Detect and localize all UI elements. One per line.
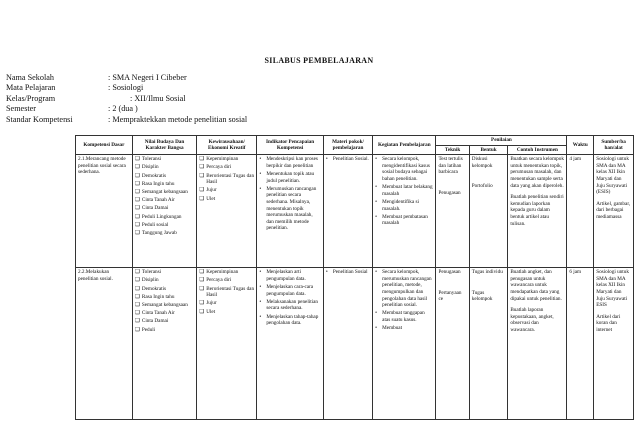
kewira-item (199, 164, 254, 171)
contoh-text: Buatlah laporan kepustakaan, angket, observasi dan wawancara. (510, 307, 554, 333)
nilai-item-text: Semangat kebangsaan (141, 301, 188, 308)
bullet-dot-icon: • (375, 269, 378, 276)
cell-kegiatan (373, 155, 436, 268)
cell-kewirausahaan (197, 155, 257, 268)
nilai-item-text: Demokratis (141, 285, 167, 292)
nilai-item (135, 189, 194, 196)
nilai-item (135, 156, 194, 163)
nilai-item (135, 164, 194, 171)
kd-text: 2.1.Merancang metode penelitian sosial secara sederhana. (78, 156, 126, 176)
kewira-item-text: Berorientasi Tugas dan Hasil (206, 285, 255, 299)
cell-kd (76, 268, 133, 420)
nilai-item-text: Rasa Ingin tahu (141, 293, 175, 300)
cell-bentuk (469, 155, 508, 268)
bentuk-text: Diskusi kelompok (471, 156, 493, 169)
bullet-dot-icon: • (259, 156, 262, 163)
nilai-item-text: Peduli Lingkungan (141, 213, 182, 220)
checkbox-bullet-icon: ❏ (134, 293, 140, 300)
checkbox-bullet-icon: ❏ (199, 195, 205, 202)
cell-waktu (567, 155, 594, 268)
materi-item-text: Penelitian Sosial. (332, 156, 369, 163)
cell-sumber (594, 268, 634, 420)
meta-row (6, 73, 247, 83)
materi-item (326, 269, 370, 276)
kd-text: 2.2.Melakukan penelitian sosial. (78, 269, 113, 282)
sumber-text: Artikel dari koran dan internet (596, 313, 621, 333)
header-kegiatan: Kegiatan Pembelajaran (373, 136, 436, 155)
kegiatan-item (375, 199, 433, 212)
kewira-item (199, 187, 254, 194)
cell-sumber (594, 155, 634, 268)
kewira-item-text: Ulet (206, 308, 216, 315)
bullet-dot-icon: • (259, 313, 262, 320)
table-header-row (76, 136, 634, 146)
nilai-item (135, 214, 194, 221)
indikator-item (259, 269, 321, 282)
indikator-item (259, 299, 321, 312)
kewira-item-text: Jujur (206, 300, 217, 307)
checkbox-bullet-icon: ❏ (134, 205, 140, 212)
bullet-dot-icon: • (259, 185, 262, 192)
checkbox-bullet-icon: ❏ (134, 229, 140, 236)
bentuk-text: Tugas individu (471, 269, 503, 276)
bullet-dot-icon: • (375, 310, 378, 317)
meta-row (6, 104, 247, 114)
checkbox-bullet-icon: ❏ (199, 300, 205, 307)
kegiatan-item-text: Mengidentifika si masalah. (382, 198, 419, 212)
kegiatan-item (375, 214, 433, 227)
header-waktu: Waktu (567, 136, 594, 155)
nilai-item-text: Toleransi (141, 269, 162, 276)
bullet-dot-icon: • (375, 198, 378, 205)
bullet-dot-icon: • (259, 269, 262, 276)
checkbox-bullet-icon: ❏ (199, 277, 205, 284)
kewira-item (199, 196, 254, 203)
meta-key: Mata Pelajaran (6, 83, 56, 93)
cell-kewirausahaan (197, 268, 257, 420)
kegiatan-item (375, 269, 433, 309)
kewira-item (199, 286, 254, 299)
nilai-item-text: Rasa Ingin tahu (141, 180, 175, 187)
cell-teknik (436, 155, 469, 268)
cell-indikator (257, 155, 324, 268)
nilai-item-text: Demokratis (141, 172, 167, 179)
checkbox-bullet-icon: ❏ (134, 221, 140, 228)
cell-contoh (508, 268, 567, 420)
bullet-dot-icon: • (375, 184, 378, 191)
nilai-item (135, 230, 194, 237)
checkbox-bullet-icon: ❏ (134, 277, 140, 284)
checkbox-bullet-icon: ❏ (199, 308, 205, 315)
cell-kd (76, 155, 133, 268)
nilai-item (135, 222, 194, 229)
header-materi: Materi pokok/ pembelajaran (323, 136, 372, 155)
bullet-dot-icon: • (259, 298, 262, 305)
kegiatan-item-text: Membuat latar belakang masalah (382, 184, 433, 197)
kewira-item-text: Berorientasi Tugas dan Hasil (206, 172, 255, 186)
kewira-item (199, 156, 254, 163)
nilai-item-text: Tanggung Jawab (141, 229, 177, 236)
contoh-text: Buatlah penelitian sendiri kemudian laporkan kepada guru dalam bentuk artikel atau tulisan. (510, 194, 564, 227)
sumber-text: Sosiologi untuk SMA dan MA kelas XII Ikin Maryati dan Juju Suryawati ESIS (596, 269, 629, 309)
kewira-item-text: Percaya diri (206, 164, 232, 171)
meta-key: Nama Sekolah (6, 73, 54, 82)
nilai-item-text: Peduli sosial (141, 221, 169, 228)
cell-teknik (436, 268, 469, 420)
checkbox-bullet-icon: ❏ (134, 180, 140, 187)
nilai-item (135, 277, 194, 284)
kewira-item (199, 300, 254, 307)
kegiatan-item (375, 184, 433, 197)
nilai-item (135, 269, 194, 276)
nilai-item (135, 310, 194, 317)
indikator-item (259, 186, 321, 232)
meta-value: : Mempraktekkan metode penelitian sosial (108, 114, 248, 124)
kewira-item-text: Kepemimpinan (206, 156, 239, 163)
checkbox-bullet-icon: ❏ (134, 318, 140, 325)
contoh-text: Buatkan secara kelompok untuk menentukan topik, perumusan masalah, dan menentukan sample serta data yang akan diperoleh. (510, 156, 564, 189)
header-bentuk: Bentuk (469, 145, 508, 155)
kegiatan-item-text: Membuat pembatasan masalah (382, 213, 428, 227)
nilai-item-text: Peduli (141, 326, 156, 333)
checkbox-bullet-icon: ❏ (199, 285, 205, 292)
indikator-item-text: Merumuskan rancangan penelitian secara sederhana. Misalnya, menentukan topik merumuskan masalah, dan memilih metode penelitian. (266, 185, 317, 232)
meta-value: : 2 (dua ) (108, 104, 138, 114)
nilai-item-text: Cinta Damai (141, 205, 169, 212)
meta-key: Standar Kompetensi (6, 114, 73, 124)
bullet-dot-icon: • (375, 156, 378, 163)
nilai-item-text: Semangat kebangsaan (141, 188, 188, 195)
checkbox-bullet-icon: ❏ (134, 213, 140, 220)
meta-key: Semester (6, 104, 37, 114)
nilai-item-text: Cinta Tanah Air (141, 310, 175, 317)
checkbox-bullet-icon: ❏ (134, 269, 140, 276)
header-kewirausahaan: Kewirausahaan/ Ekonomi Kreatif (197, 136, 257, 155)
checkbox-bullet-icon: ❏ (199, 164, 205, 171)
cell-materi (323, 155, 372, 268)
kegiatan-item-text: Membuat (382, 325, 403, 332)
nilai-item (135, 318, 194, 325)
header-contoh: Contoh Instrumen (508, 145, 567, 155)
bullet-dot-icon: • (325, 269, 328, 276)
page-title: SILABUS PEMBELAJARAN (264, 56, 374, 65)
kegiatan-item (375, 325, 433, 332)
nilai-item (135, 205, 194, 212)
kegiatan-item-text: Secara kelompok, merumuskan rancangan penelitian, metode, mengumpulkan dan pengolahan data hasil penelitian sosial. (382, 269, 432, 309)
bentuk-text: Portofolio (471, 183, 493, 190)
kewira-item-text: Percaya diri (206, 277, 232, 284)
meta-row (6, 115, 247, 125)
teknik-text: Test tertulis dan latihan barbicara (438, 156, 463, 176)
meta-value: : XII/Ilmu Sosial (130, 93, 186, 103)
cell-contoh (508, 155, 567, 268)
bullet-dot-icon: • (259, 283, 262, 290)
cell-materi (323, 268, 372, 420)
header-indikator: Indikator Pencapaian Kompetensi (257, 136, 324, 155)
checkbox-bullet-icon: ❏ (134, 188, 140, 195)
checkbox-bullet-icon: ❏ (199, 187, 205, 194)
bullet-dot-icon: • (259, 170, 262, 177)
nilai-item (135, 294, 194, 301)
cell-kegiatan (373, 268, 436, 420)
nilai-item-text: Cinta Damai (141, 318, 169, 325)
nilai-item (135, 173, 194, 180)
checkbox-bullet-icon: ❏ (134, 301, 140, 308)
indikator-item-text: Menjelaskan cara-cara pengumpulan data. (266, 283, 314, 297)
meta-row (6, 94, 247, 104)
indikator-item (259, 171, 321, 184)
indikator-item-text: Mendeskripsi kan proses berpikir dan penelitian (266, 156, 318, 169)
syllabus-table (75, 135, 634, 420)
cell-nilai (132, 155, 196, 268)
cell-waktu (567, 268, 594, 420)
kegiatan-item-text: Secara kelompok, mengidentifikasi kasus sosial budaya sebagai bahan penelitian. (382, 156, 430, 182)
header-sumber: Sumber/ba han/alat (594, 136, 634, 155)
nilai-item (135, 327, 194, 334)
nilai-item (135, 181, 194, 188)
meta-key: Kelas/Program (6, 93, 56, 103)
header-nilai: Nilai Budaya Dan Karakter Bangsa (132, 136, 196, 155)
indikator-item (259, 156, 321, 169)
nilai-item-text: Cinta Tanah Air (141, 197, 175, 204)
checkbox-bullet-icon: ❏ (134, 285, 140, 292)
header-penilaian: Penilaian (436, 136, 567, 146)
header-kd: Kompetensi Dasar (76, 136, 133, 155)
sumber-text: Artikel, gambar, dari berbagai mediamassa (596, 200, 631, 220)
nilai-item (135, 286, 194, 293)
teknik-text: Pertanyaan ce (438, 289, 462, 303)
indikator-item-text: Menentukan topik atau judul penelitian. (266, 170, 315, 184)
bullet-dot-icon: • (375, 325, 378, 332)
kewira-item (199, 173, 254, 186)
cell-bentuk (469, 268, 508, 420)
bullet-dot-icon: • (375, 213, 378, 220)
kewira-item (199, 309, 254, 316)
kewira-item (199, 269, 254, 276)
kegiatan-item (375, 156, 433, 182)
indikator-item-text: Melaksanakan penelitian secara sederhana. (266, 298, 319, 312)
indikator-item (259, 314, 321, 327)
indikator-item (259, 284, 321, 297)
indikator-item-text: Menjelaskan tahap-tahap pengolahan data. (266, 313, 319, 327)
bentuk-text: Tugas kelompok (471, 289, 493, 303)
kegiatan-item-text: Membuat tanggapan atas suatu kasus. (382, 310, 425, 323)
checkbox-bullet-icon: ❏ (134, 197, 140, 204)
checkbox-bullet-icon: ❏ (199, 172, 205, 179)
cell-nilai (132, 268, 196, 420)
checkbox-bullet-icon: ❏ (134, 164, 140, 171)
indikator-item-text: Menjelaskan arti pengumpulan data. (266, 269, 306, 282)
sumber-text: Sosiologi untuk SMA dan MA kelas XII Ikin Maryati dan Juju Suryawati (ESIS) (596, 156, 629, 196)
nilai-item (135, 197, 194, 204)
waktu-text: 4 jam (569, 156, 582, 163)
kewira-item-text: Jujur (206, 187, 217, 194)
meta-row (6, 83, 247, 93)
kegiatan-item (375, 310, 433, 323)
kewira-item-text: Kepemimpinan (206, 269, 239, 276)
nilai-item (135, 302, 194, 309)
materi-item-text: Penelitian Sosial (332, 269, 368, 276)
checkbox-bullet-icon: ❏ (134, 310, 140, 317)
nilai-item-text: Disiplin (141, 164, 159, 171)
materi-item (326, 156, 370, 163)
checkbox-bullet-icon: ❏ (134, 172, 140, 179)
header-teknik: Teknik (436, 145, 469, 155)
checkbox-bullet-icon: ❏ (199, 156, 205, 163)
kewira-item-text: Ulet (206, 195, 216, 202)
table-row (76, 155, 634, 268)
checkbox-bullet-icon: ❏ (134, 156, 140, 163)
checkbox-bullet-icon: ❏ (199, 269, 205, 276)
document-meta (6, 73, 247, 125)
table-row (76, 268, 634, 420)
cell-indikator (257, 268, 324, 420)
teknik-text: Penugasan (438, 189, 461, 196)
waktu-text: 6 jam (569, 269, 582, 276)
checkbox-bullet-icon: ❏ (134, 326, 140, 333)
teknik-text: Penugasan (438, 269, 461, 276)
nilai-item-text: Toleransi (141, 156, 162, 163)
contoh-text: Buatlah angket, dan penugasan untuk wawancara untuk mendapatkan data yang dipakai untuk penelitian. (510, 269, 562, 302)
meta-value: : Sosiologi (108, 83, 144, 93)
kewira-item (199, 277, 254, 284)
nilai-item-text: Disiplin (141, 277, 159, 284)
meta-value: : SMA Negeri I Cibeber (108, 73, 187, 82)
bullet-dot-icon: • (325, 156, 328, 163)
